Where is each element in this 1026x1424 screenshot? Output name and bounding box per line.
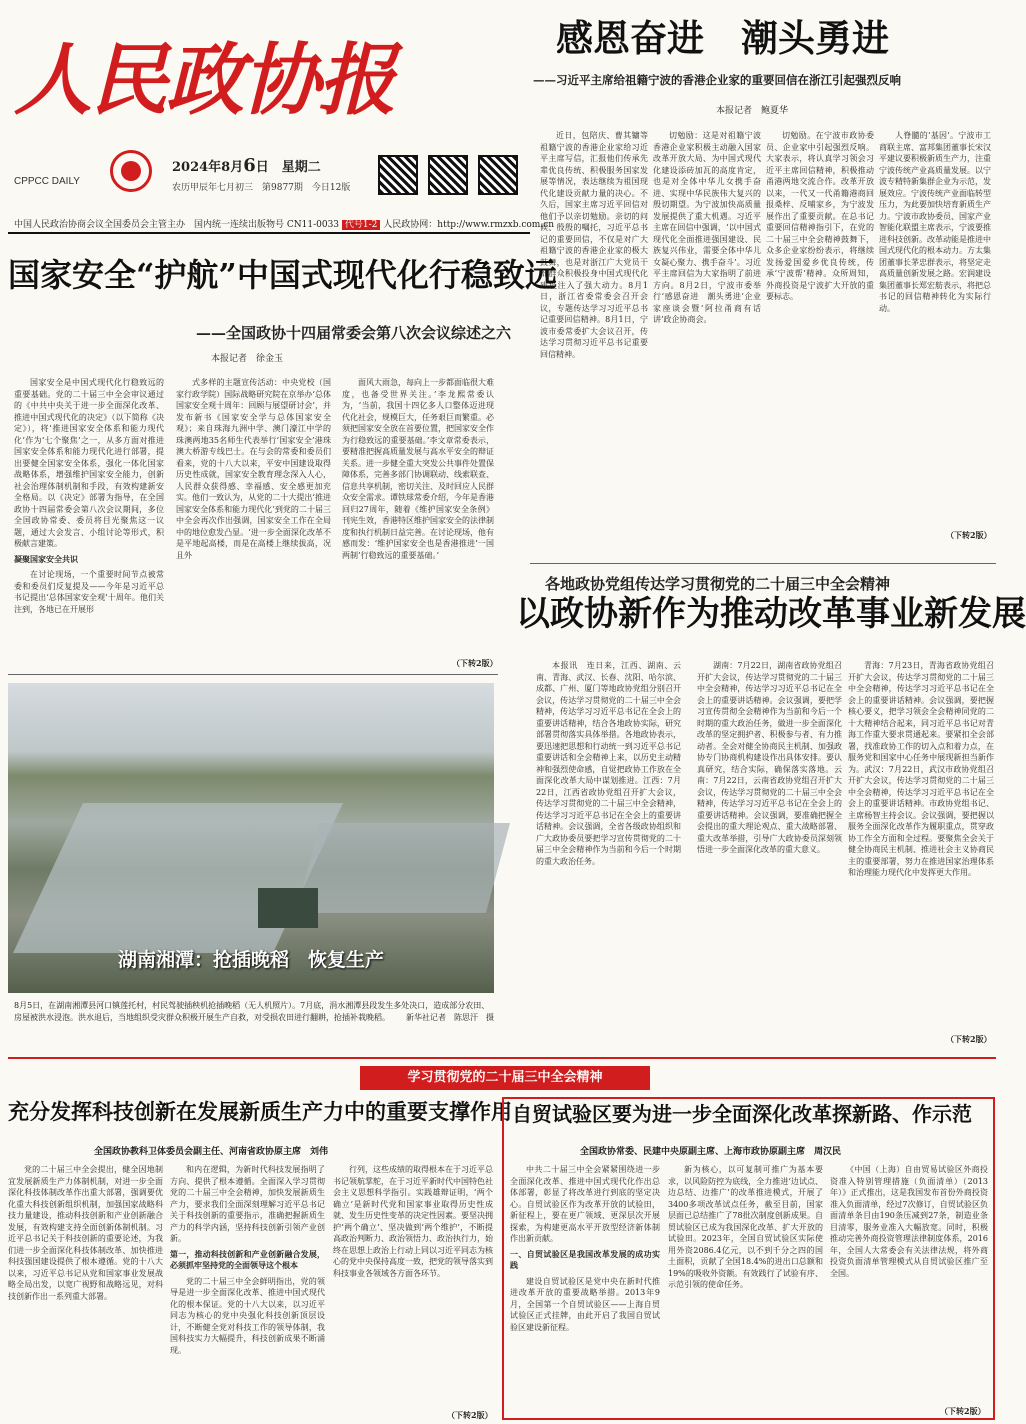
masthead-english: CPPCC DAILY bbox=[14, 176, 80, 187]
tech-title[interactable]: 充分发挥科技创新在发展新质生产力中的重要支撑作用 bbox=[8, 1099, 512, 1124]
tech-section-heading: 第一，推动科技创新和产业创新融合发展，必须抓牢坚持党的全面领导这个根本 bbox=[170, 1248, 325, 1270]
tech-continue[interactable]: （下转2版） bbox=[447, 1410, 493, 1420]
provinces-column-3: 青海：7月23日，青海省政协党组召开扩大会议，传达学习贯彻党的二十届三中全会精神，传达学习习近平总书记在全会上的重要讲话精神。会议强调，要把握核心要义，把学习领会全会精神同党的二十大精神结合起来，同习近平总书记对青海工作重大要求贯通起来。要紧扣全会部署，找准政协工作的切入点和着力点，在服务党和国家中心任务中展现新担当新作为。武汉：7月22日，武汉市政协党组召开扩大会议，传达学习贯彻党的二十届三中全会精神，传达学习习近平总书记在全会上的重要讲话精神。市政协党组书记、主席杨智主持会议。会议强调，要把握以服务全面深化改革作为履职重点，贯穿政协工作全方面和全过程。要聚焦全会关于健全协商民主机制、推进社会主义协商民主的重要部署，努力在推进国家治理体系和治理能力现代化中发挥更大作用。 bbox=[848, 661, 994, 877]
section-banner: 学习贯彻党的二十届三中全会精神 bbox=[360, 1066, 650, 1090]
top-story-column-2: 切勉励：这是对祖籍宁波香港企业家积极主动融入国家改革开放大局、为中国式现代化建设添砖加瓦的高度肯定，也是对全体中华儿女携手奋进、实现中华民族伟大复兴的殷切期望。为宁波加快高质量发展提供了重大机遇。习近平主席在回信中强调，‘以中国式现代化全面推进强国建设、民族复兴伟业，需要全体中华儿女凝心聚力、携手奋斗’。习近平主席回信为大家指明了前进方向。8月2日，宁波市委举行‘感恩奋进 潮头勇进’企业家座谈会暨‘阿拉甬商有话讲’政企协商会。 bbox=[653, 131, 761, 324]
top-story-column-4: 人脊髓的‘基因’。宁波市工商联主席、富邦集团董事长宋汉平建议要积极新质生产力，注重宁波传统产业高质量发展。以宁波专精特新集群企业为示范，发展效应。宁波传统产业面临转型压力，为此要加快培育新质生产力。宁波市政协委员、国家产业智能化联盟主席表示，宁波要推进科技创新。改革动能是推进中国式现代化的根本动力。方太集团董事长茅忠群表示，将坚定走高质量创新发展之路。宏润建设集团董事长郑宏舫表示，将把总书记的回信精神转化为实际行动。 bbox=[879, 131, 991, 313]
ftz-author: 全国政协常委、民建中央原副主席、上海市政协原副主席 周汉民 bbox=[580, 1147, 842, 1157]
provinces-continue[interactable]: （下转2版） bbox=[946, 1034, 992, 1044]
publisher-bar: 中国人民政治协商会议全国委员会主管主办 国内统一连续出版物号 CN11-0033 代号1-2 人民政协网：http://www.rmzxb.com.cn bbox=[14, 220, 555, 230]
security-title[interactable]: 国家安全“护航”中国式现代化行稳致远 bbox=[8, 256, 557, 294]
security-author: 本报记者 徐金玉 bbox=[211, 354, 284, 364]
website-link: 人民政协网：http://www.rmzxb.com.cn bbox=[383, 220, 555, 230]
provinces-column-2: 湖南：7月22日，湖南省政协党组召开扩大会议，传达学习贯彻党的二十届三中全会精神，传达学习习近平总书记在全会上的重要讲话精神。会议强调，要把学习宣传贯彻全会精神作为当前和今后一个时期的重大政治任务，做进一步全面深化改革的坚定拥护者、积极参与者、有力推动者。全会对健全协商民主机制、加强政协专门协商机构建设作出具体安排。要认真研究，结合实际，确保落实落地。云南：7月22日，云南省政协党组召开扩大会议，传达学习贯彻党的二十届三中全会精神，传达学习习近平总书记在全会上的重要讲话精神。会议强调，要准确把握全会提出的重大理论观点、重大战略部署、重大改革举措，引导广大政协委员深刻领悟进一步全面深化改革的重大意义。 bbox=[697, 661, 842, 854]
ftz-continue[interactable]: （下转2版） bbox=[940, 1406, 986, 1416]
security-column-1: 国家安全是中国式现代化行稳致远的重要基础。党的二十届三中全会审议通过的《中共中央关于进一步全面深化改革、推进中国式现代化的决定》（以下简称《决定》），将‘推进国家安全体系和能力现代化’作为‘七个聚焦’之一，从多方面对推进国家安全体系和能力现代化进行部署，提出要健全国家安全体系，强化一体化国家战略体系，增强维护国家安全能力，创新社会治理体制机制和手段，有效构建新安全格局。以《决定》部署为指导，在全国政协十四届常委会第八次会议期间，多位全国政协常委、委员将目光聚焦这一议题，通过大会发言、小组讨论等形式，积极献言建策。 凝聚国家安全共识 在讨论现场，一个重要时间节点被常委和委员们反复提及——今年是习近平总书记提出‘总体国家安全观’十周年。他们关注到，各地已在开展形 bbox=[14, 378, 164, 614]
ftz-column-2: 新为核心，以可复制可推广为基本要求，以风险防控为底线，全力推进‘边试点、边总结、边推广’的改革推进模式，开展了3400多项改革试点任务，截至目前，国家层面已总结推广了78批次制度创新成果。自贸试验区已成为我国深化改革、扩大开放的试验田。2023年，全国自贸试验区实际使用外资2086.4亿元，以不到千分之四的国土面积，贡献了全国18.4%的进出口总额和19%的吸收外资额。有效践行了试验有序、示范引领的使命任务。 bbox=[668, 1165, 823, 1289]
issue-date: 2024年8月6日 星期二 bbox=[172, 155, 321, 176]
security-section-heading: 凝聚国家安全共识 bbox=[14, 553, 78, 564]
tech-column-1: 党的二十届三中全会提出，健全因地制宜发展新质生产力体制机制，对进一步全面深化科技体制改革作出重大部署，强调要优化重大科技创新组织机制，加强国家战略科技力量建设，推动科技创新和产业创新融合发展，有效构建支持全面创新体制机制。习近平总书记关于科技创新的重要论述，为我们进一步全面深化科技体制改革、加快推进科技强国建设提供了根本遵循。党的十八大以来，习近平总书记从党和国家事业发展战略全局出发，以宽广视野和战略远见，对科技创新作出一系列重大部署。 bbox=[8, 1165, 163, 1301]
qr-code-icon[interactable] bbox=[378, 155, 418, 195]
tech-column-2: 和内在逻辑，为新时代科技发展指明了方向、提供了根本遵循。全面深入学习贯彻党的二十届三中全会精神，加快发展新质生产力，要求我们全面深刻理解习近平总书记关于科技创新的重要指示，准确把握新质生产力的科学内涵，坚持科技创新引领产业创新。 第一，推动科技创新和产业创新融合发展，必须抓牢坚持党的全面领导这个根本 党的二十届三中全会鲜明指出，党的领导是进一步全面深化改革、推进中国式现代化的根本保证。党的十八大以来，以习近平同志为核心的党中央强化科技创新顶层设计，不断健全党对科技工作的领导体制，我国科技实力大幅提升，科技创新成果不断涌现。 bbox=[170, 1165, 325, 1355]
masthead-title: 人民政协报 bbox=[14, 35, 395, 126]
security-column-3: 面风大雨急，每向上一步都面临很大难度，也备受世界关注。’李龙熙常委认为，‘当前，我国十四亿多人口整体迈进现代化社会，规模巨大，任务艰巨而繁重。必须把国家安全放在首要位置，把国家安全作为行稳致远的重要基础。’李文章常委表示，要精准把握高质量发展与高水平安全的辩证关系。进一步健全重大突发公共事件处置保障体系，完善多部门协调联动、线索联查、信息共享机制，密切关注、及时回应人民群众安全需求。谭铁球常委介绍，今年是香港回归27周年，随着《维护国家安全条例》刊宪生效，香港特区维护国家安全的法律制度和执行机制日益完善。在讨论现场，他有感而发：‘维护国家安全也是香港推进‘一国两制’行稳致远的重要基础。’ bbox=[342, 378, 494, 560]
photo-description: 8月5日，在湖南湘潭县河口镇莲托村，村民驾驶插秧机抢插晚稻（无人机照片）。7月底，涓水湘潭县段发生多处决口，造成部分农田、房屋被洪水浸泡。洪水退后，当地组织受灾群众积极开展生产自救，对受损农田进行翻耕，抢插补栽晚稻。 新华社记者 陈思汗 摄 bbox=[14, 1001, 494, 1022]
photo-caption-title: 湖南湘潭：抢插晚稻 恢复生产 bbox=[118, 949, 385, 971]
photo-credit: 新华社记者 陈思汗 摄 bbox=[406, 1013, 494, 1022]
top-story-column-3: 切勉励。在宁波市政协委员、企业家中引起强烈反响。大家表示，将认真学习领会习近平主席回信精神，积极推动甬港两地交流合作。改革开放以来，一代又一代甬籍港商回报桑梓、反哺家乡，为宁波发展作出了重要贡献。在总书记重要回信精神指引下，在党的二十届三中全会精神鼓舞下，众多企业家纷纷表示，将继续发扬爱国爱乡优良传统，传承‘宁波帮’精神。众所周知，外商投资是宁波扩大开放的重要标志。 bbox=[766, 131, 874, 301]
security-subtitle: ——全国政协十四届常委会第八次会议综述之六 bbox=[196, 324, 512, 342]
tech-column-3: 行列，这些成绩的取得根本在于习近平总书记领航掌舵，在于习近平新时代中国特色社会主义思想科学指引。实践雄辩证明，‘两个确立’是新时代党和国家事业取得历史性成就、发生历史性变革的决定性因素。要坚决拥护‘两个确立’、坚决做到‘两个维护’，不断提高政治判断力、政治领悟力、政治执行力，始终在思想上政治上行动上同以习近平同志为核心的党中央保持高度一致，把党的领导落实到科技事业各领域各方面各环节。 bbox=[333, 1165, 493, 1278]
provinces-title[interactable]: 以政协新作为推动改革事业新发展 bbox=[516, 594, 1026, 634]
tech-author: 全国政协教科卫体委员会副主任、河南省政协原主席 刘伟 bbox=[94, 1147, 329, 1157]
qr-code-icon[interactable] bbox=[428, 155, 468, 195]
provinces-kicker: 各地政协党组传达学习贯彻党的二十届三中全会精神 bbox=[545, 575, 891, 593]
qr-code-icon[interactable] bbox=[478, 155, 518, 195]
top-story-author: 本报记者 鲍夏华 bbox=[716, 106, 789, 116]
provinces-column-1: 本报讯 连日来，江西、湖南、云南、青海、武汉、长春、沈阳、哈尔滨、成都、广州、厦门等地政协党组分别召开会议，传达学习贯彻党的二十届三中全会精神，传达学习习近平总书记在全会上的重要讲话精神，结合各地政协实际，研究部署贯彻落实具体举措。各地政协表示，要迅速把思想和行动统一到习近平总书记重要讲话和全会精神上来，以历史主动精神和强烈使命感，自觉把政协工作放在全面深化改革大局中谋划推进。江西：7月22日，江西省政协党组召开扩大会议，传达学习贯彻党的二十届三中全会精神，传达学习习近平总书记在全会上的重要讲话精神。会议强调，全省各级政协组织和广大政协委员要把学习宣传贯彻党的二十届三中全会精神作为当前和今后一个时期的重大政治任务。 bbox=[536, 661, 681, 866]
ftz-column-3: 《中国（上海）自由贸易试验区外商投资准入特别管理措施（负面清单）（2013年）》正式推出，这是我国发布首份外商投资准入负面清单，经过7次修订，自贸试验区负面清单条目由190条压减到27条，制造业条目清零，服务业准入大幅放宽。同时，积极推动完善外商投资管理法律制度体系，2016年，全国人大常委会有关法律法规，将外商投资负面清单管理模式从自贸试验区推广至全国。 bbox=[830, 1165, 988, 1278]
issue-lunar-info: 农历甲辰年七月初三 第9877期 今日12版 bbox=[172, 183, 351, 193]
news-photo[interactable] bbox=[8, 683, 494, 993]
top-story-continue[interactable]: （下转2版） bbox=[946, 530, 992, 540]
cppcc-logo-icon bbox=[110, 150, 152, 192]
ftz-section-heading: 一、自贸试验区是我国改革发展的成功实践 bbox=[510, 1248, 660, 1270]
security-continue[interactable]: （下转2版） bbox=[452, 658, 498, 668]
rice-transplanter-icon bbox=[258, 888, 318, 928]
top-story-title[interactable]: 感恩奋进 潮头勇进 bbox=[556, 16, 889, 60]
security-column-2: 式多样的主题宣传活动：中央党校（国家行政学院）国际战略研究院在京举办‘总体国家安全观十周年：回顾与展望研讨会’，并发布新书《国家安全学与总体国家安全观》；来自珠海九洲中学、澳门濠江中学的珠澳两地35名师生代表举行‘国家安全’港珠澳大桥游专线巴士。在与会的常委和委员们看来，党的十八大以来，平安中国建设取得历史性成就，国家安全教育理念深入人心，人民群众获得感、幸福感、安全感更加充实。他们一致认为，从党的二十大提出‘推进国家安全体系和能力现代化’到党的二十届三中全会再次作出强调，国家安全工作在全局中的地位愈发凸显。‘进一步全面深化改革不是平地起高楼，而是在高楼上继续拔高，况且外 bbox=[176, 378, 331, 560]
top-story-column-1: 近日，包陪庆、曹其镛等祖籍宁波的香港企业家给习近平主席写信，汇报他们传承先辈优良传统、积极服务国家发展等情况，表达继续为祖国现代化建设贡献力量的决心。不久后，国家主席习近平回信对他们予以亲切勉励。亲切的问候、殷殷的嘱托，习近平总书记的重要回信，不仅是对广大祖籍宁波的香港企业家的极大鼓舞，也是对浙江广大党员干部群众积极投身中国式现代化建设注入了强大动力。8月1日，浙江省委常委会召开会议，专题传达学习习近平总书记重要回信精神。8月1日，宁波市委常委扩大会议召开，传达学习贯彻习近平总书记重要回信精神。 bbox=[540, 131, 648, 359]
ftz-title[interactable]: 自贸试验区要为进一步全面深化改革探新路、作示范 bbox=[512, 1102, 972, 1126]
top-story-subtitle: ——习近平主席给祖籍宁波的香港企业家的重要回信在浙江引起强烈反响 bbox=[533, 73, 901, 87]
ftz-column-1: 中共二十届三中全会紧紧围绕进一步全面深化改革、推进中国式现代化作出总体部署，彰显了将改革进行到底的坚定决心。自贸试验区作为改革开放的试验田，新征程上，要在更广领域、更深层次开展探索，为构建更高水平开放型经济新体制作出新贡献。 一、自贸试验区是我国改革发展的成功实践 建设自贸试验区是党中央在新时代推进改革开放的重要战略举措。2013年9月，全国第一个自贸试验区——上海自贸试验区正式挂牌，由此开启了我国自贸试验区建设新征程。 bbox=[510, 1165, 660, 1332]
